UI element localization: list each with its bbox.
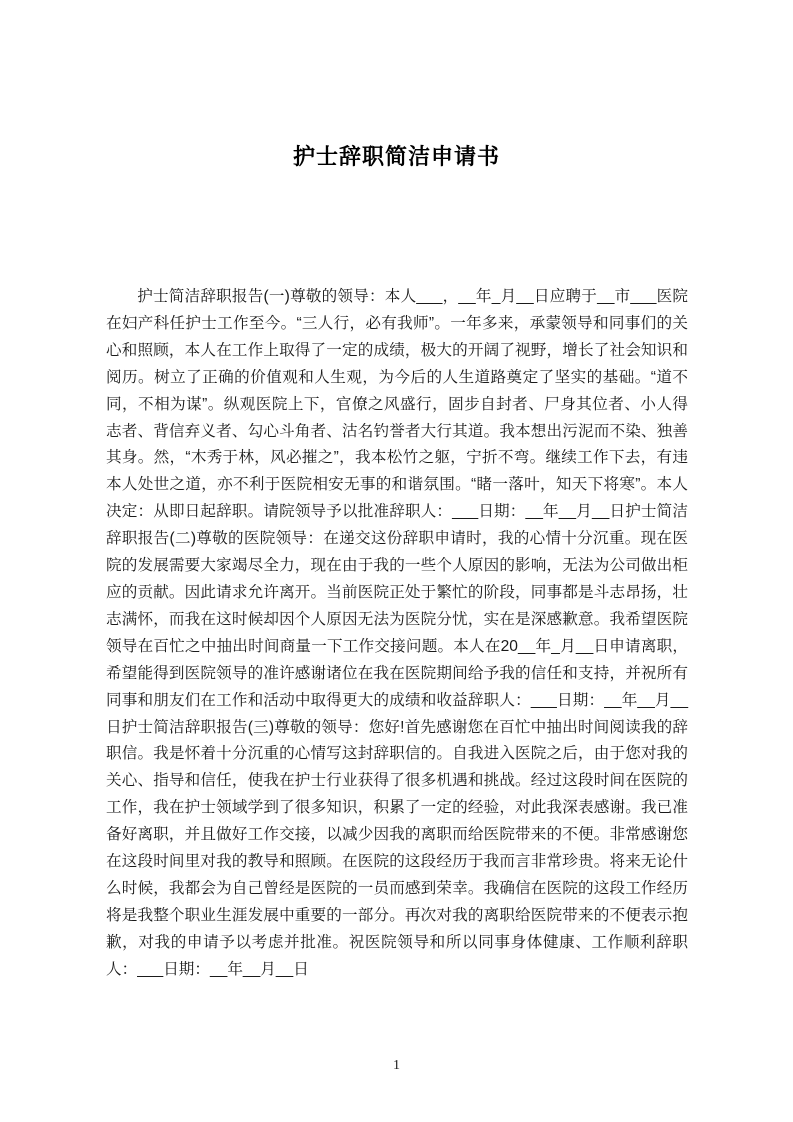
document-body-paragraph: 护士简洁辞职报告(一)尊敬的领导：本人___，__年_月__日应聘于__市___医院在妇产科任护士工作至今。“三人行，必有我师”。一年多来，承蒙领导和同事们的关心和照顾，本人在工作上取得了一定的成绩，极大的开阔了视野，增长了社会知识和阅历。树立了正确的价值观和人生观，为今后的人生道路奠定了坚实的基础。“道不同，不相为谋”。纵观医院上下，官僚之风盛行，固步自封者、尸身其位者、小人得志者、背信弃义者、勾心斗角者、沽名钓誉者大行其道。我本想出污泥而不染、独善其身。然，“木秀于林，风必摧之”，我本松竹之躯，宁折不弯。继续工作下去，有违本人处世之道，亦不利于医院相安无事的和谐氛围。“睹一落叶，知天下将寒”。本人决定：从即日起辞职。请院领导予以批准辞职人：___日期：__年__月__日护士简洁辞职报告(二)尊敬的医院领导：在递交这份辞职申请时，我的心情十分沉重。现在医院的发展需要大家竭尽全力，现在由于我的一些个人原因的影响，无法为公司做出柜应的贡献。因此请求允许离开。当前医院正处于繁忙的阶段，同事都是斗志昂扬，壮志满怀，而我在这时候却因个人原因无法为医院分忧，实在是深感歉意。我希望医院领导在百忙之中抽出时间商量一下工作交接问题。本人在20__年_月__日申请离职，希望能得到医院领导的准许感谢诸位在我在医院期间给予我的信任和支持，并祝所有同事和朋友们在工作和活动中取得更大的成绩和收益辞职人：___日期：__年__月__日护士简洁辞职报告(三)尊敬的领导：您好!首先感谢您在百忙中抽出时间阅读我的辞职信。我是怀着十分沉重的心情写这封辞职信的。自我进入医院之后，由于您对我的关心、指导和信任，使我在护士行业获得了很多机遇和挑战。经过这段时间在医院的工作，我在护士领域学到了很多知识，积累了一定的经验，对此我深表感谢。我已准备好离职，并且做好工作交接，以减少因我的离职而给医院带来的不便。非常感谢您在这段时间里对我的教导和照顾。在医院的这段经历于我而言非常珍贵。将来无论什么时候，我都会为自己曾经是医院的一员而感到荣幸。我确信在医院的这段工作经历将是我整个职业生涯发展中重要的一部分。再次对我的离职给医院带来的不便表示抱歉，对我的申请予以考虑并批准。祝医院领导和所以同事身体健康、工作顺利辞职人：___日期：__年__月__日 xyxy=(106,288,688,978)
page-footer xyxy=(0,1056,793,1074)
document-title: 护士辞职简洁申请书 xyxy=(292,144,500,169)
page-number: 1 xyxy=(393,1058,400,1073)
